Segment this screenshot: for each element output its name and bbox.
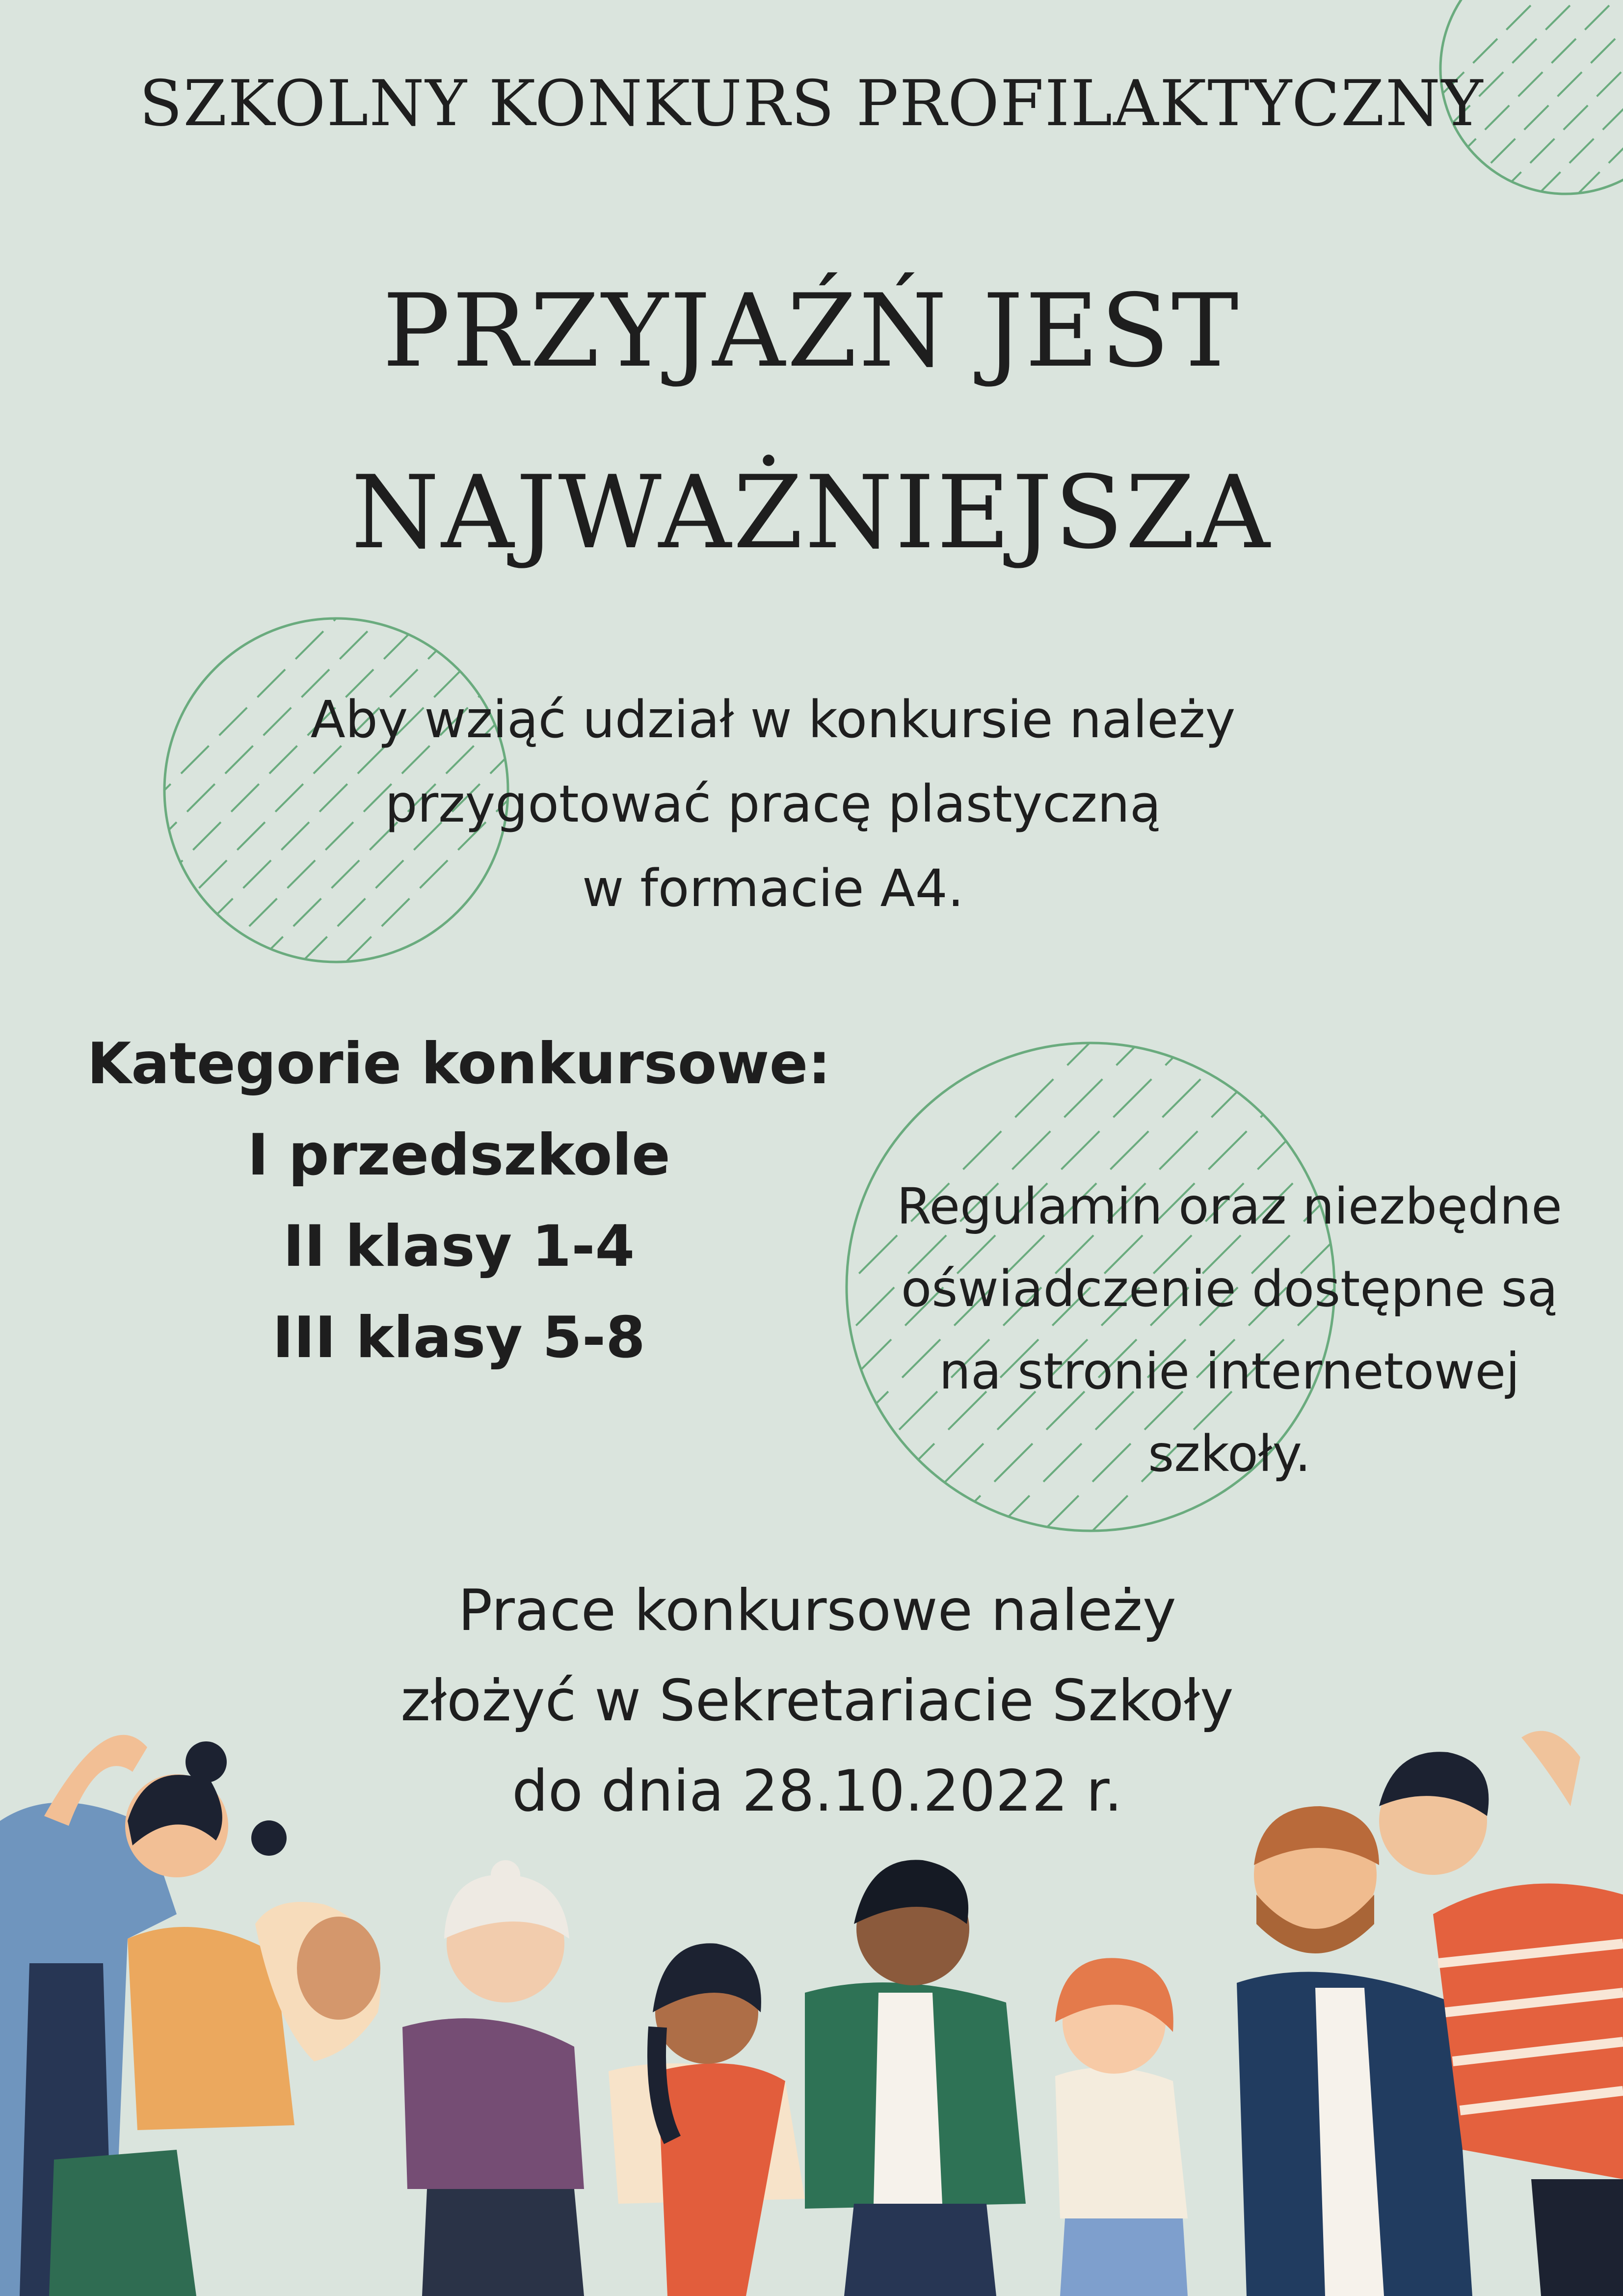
- person-6-figure: [1055, 1958, 1188, 2296]
- deadline-line-1: Prace konkursowe należy: [458, 1577, 1176, 1644]
- rules-line-3: na stronie internetowej: [939, 1342, 1520, 1401]
- deadline-line-3: do dnia 28.10.2022 r.: [512, 1758, 1122, 1824]
- rules-text: [834, 1166, 1623, 1495]
- rules-line-2: oświadczenie dostępne są: [901, 1260, 1558, 1318]
- title-line-2: NAJWAŻNIEJSZA: [351, 454, 1272, 571]
- person-3-figure: [402, 1860, 584, 2296]
- person-4-figure: [609, 1943, 805, 2296]
- rules-line-4: szkoły.: [1148, 1425, 1311, 1483]
- category-item-2: II klasy 1-4: [283, 1213, 635, 1280]
- title-line-1: PRZYJAŹŃ JEST: [382, 273, 1241, 390]
- person-7-figure: [1237, 1806, 1472, 2296]
- poster-subtitle: SZKOLNY KONKURS PROFILAKTYCZNY: [139, 67, 1484, 140]
- poster-title: [0, 240, 1623, 604]
- person-5-figure: [805, 1860, 1026, 2296]
- intro-line-1: Aby wziąć udział w konkursie należy: [310, 690, 1236, 749]
- intro-line-2: przygotować pracę plastyczną: [385, 774, 1161, 834]
- people-group-illustration: [0, 1708, 1623, 2296]
- deadline-line-2: złożyć w Sekretariacie Szkoły: [400, 1668, 1234, 1734]
- rules-line-1: Regulamin oraz niezbędne: [897, 1177, 1562, 1236]
- category-item-1: I przedszkole: [247, 1122, 670, 1188]
- categories-block: [0, 1018, 918, 1384]
- intro-line-3: w formacie A4.: [582, 858, 964, 918]
- category-item-3: III klasy 5-8: [272, 1305, 645, 1371]
- intro-text: [0, 677, 1546, 931]
- categories-heading: Kategorie konkursowe:: [87, 1031, 831, 1097]
